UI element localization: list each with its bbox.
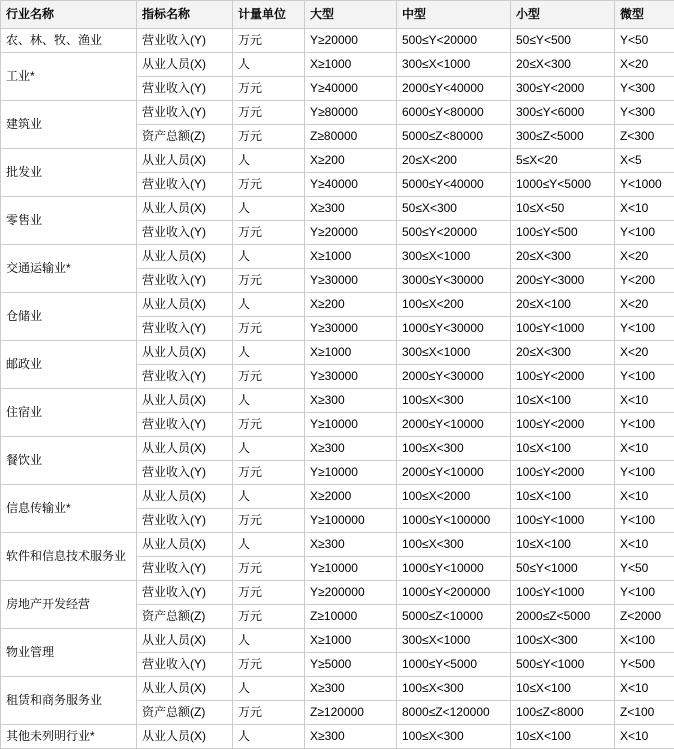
table-row (1, 149, 674, 173)
table-cell: 50≤X<300 (397, 197, 511, 221)
table-cell: 营业收入(Y) (137, 653, 233, 677)
table-row (1, 245, 674, 269)
table-cell: 人 (233, 149, 305, 173)
table-row (1, 677, 674, 701)
table-cell: Y<50 (615, 29, 674, 53)
table-cell: X<100 (615, 629, 674, 653)
table-cell: 万元 (233, 365, 305, 389)
column-header: 小型 (511, 1, 615, 29)
table-cell: 100≤X<2000 (397, 485, 511, 509)
table-cell: Y≥30000 (305, 317, 397, 341)
table-row (1, 53, 674, 77)
table-cell: 从业人员(X) (137, 725, 233, 749)
industry-name-cell: 信息传输业* (1, 485, 137, 533)
table-cell: 5000≤Y<40000 (397, 173, 511, 197)
table-cell: X<10 (615, 389, 674, 413)
table-header-row (1, 1, 674, 29)
table-cell: Y≥10000 (305, 557, 397, 581)
table-cell: Y≥40000 (305, 173, 397, 197)
table-cell: 2000≤Y<10000 (397, 461, 511, 485)
table-cell: 10≤X<50 (511, 197, 615, 221)
table-cell: 100≤X<300 (397, 533, 511, 557)
table-cell: Y<100 (615, 581, 674, 605)
table-cell: 50≤Y<1000 (511, 557, 615, 581)
table-cell: 1000≤Y<200000 (397, 581, 511, 605)
table-cell: Y≥20000 (305, 221, 397, 245)
table-cell: Y<100 (615, 317, 674, 341)
table-cell: X≥1000 (305, 341, 397, 365)
table-cell: 营业收入(Y) (137, 173, 233, 197)
table-cell: X<10 (615, 677, 674, 701)
table-cell: 100≤Z<8000 (511, 701, 615, 725)
table-cell: 1000≤Y<5000 (397, 653, 511, 677)
table-cell: 100≤X<300 (397, 677, 511, 701)
table-cell: 人 (233, 629, 305, 653)
table-cell: X≥300 (305, 725, 397, 749)
table-cell: 从业人员(X) (137, 629, 233, 653)
table-cell: 1000≤Y<5000 (511, 173, 615, 197)
industry-name-cell: 交通运输业* (1, 245, 137, 293)
table-cell: 营业收入(Y) (137, 101, 233, 125)
table-cell: 300≤X<1000 (397, 53, 511, 77)
industry-name-cell: 农、林、牧、渔业 (1, 29, 137, 53)
table-cell: Y<100 (615, 461, 674, 485)
table-row (1, 725, 674, 749)
table-cell: 营业收入(Y) (137, 557, 233, 581)
table-cell: 100≤X<200 (397, 293, 511, 317)
table-cell: Y<100 (615, 509, 674, 533)
table-cell: 从业人员(X) (137, 341, 233, 365)
table-cell: 20≤X<300 (511, 341, 615, 365)
table-cell: 8000≤Z<120000 (397, 701, 511, 725)
table-cell: 人 (233, 437, 305, 461)
table-cell: Z≥80000 (305, 125, 397, 149)
table-cell: 从业人员(X) (137, 389, 233, 413)
table-cell: 20≤X<100 (511, 293, 615, 317)
table-cell: 从业人员(X) (137, 245, 233, 269)
industry-name-cell: 租赁和商务服务业 (1, 677, 137, 725)
table-cell: 营业收入(Y) (137, 461, 233, 485)
table-header (1, 1, 674, 29)
table-cell: 300≤Z<5000 (511, 125, 615, 149)
industry-name-cell: 仓储业 (1, 293, 137, 341)
table-cell: 从业人员(X) (137, 149, 233, 173)
table-cell: Y<300 (615, 101, 674, 125)
table-cell: 人 (233, 725, 305, 749)
table-cell: 万元 (233, 317, 305, 341)
table-cell: 万元 (233, 77, 305, 101)
table-cell: 2000≤Y<40000 (397, 77, 511, 101)
table-cell: 资产总额(Z) (137, 125, 233, 149)
column-header: 中型 (397, 1, 511, 29)
table-cell: X≥200 (305, 293, 397, 317)
table-cell: Y<100 (615, 221, 674, 245)
table-cell: 10≤X<100 (511, 485, 615, 509)
table-row (1, 581, 674, 605)
table-cell: 6000≤Y<80000 (397, 101, 511, 125)
table-cell: 营业收入(Y) (137, 29, 233, 53)
table-cell: 人 (233, 53, 305, 77)
table-cell: 300≤X<1000 (397, 629, 511, 653)
table-cell: 500≤Y<20000 (397, 29, 511, 53)
industry-name-cell: 工业* (1, 53, 137, 101)
table-cell: X≥300 (305, 533, 397, 557)
table-cell: Y≥30000 (305, 365, 397, 389)
table-cell: 万元 (233, 509, 305, 533)
table-row (1, 101, 674, 125)
column-header: 大型 (305, 1, 397, 29)
table-cell: 50≤Y<500 (511, 29, 615, 53)
table-cell: X≥300 (305, 389, 397, 413)
table-cell: 资产总额(Z) (137, 605, 233, 629)
table-cell: 10≤X<100 (511, 437, 615, 461)
industry-name-cell: 餐饮业 (1, 437, 137, 485)
table-cell: 10≤X<100 (511, 533, 615, 557)
table-cell: 人 (233, 677, 305, 701)
table-cell: 营业收入(Y) (137, 365, 233, 389)
table-cell: Z≥120000 (305, 701, 397, 725)
table-cell: 营业收入(Y) (137, 77, 233, 101)
table-cell: X<20 (615, 293, 674, 317)
table-cell: 资产总额(Z) (137, 701, 233, 725)
table-cell: Y<1000 (615, 173, 674, 197)
table-cell: Y<100 (615, 365, 674, 389)
table-cell: X≥1000 (305, 53, 397, 77)
table-cell: 营业收入(Y) (137, 413, 233, 437)
table-cell: Y≥80000 (305, 101, 397, 125)
table-row (1, 293, 674, 317)
table-cell: 万元 (233, 125, 305, 149)
table-cell: 1000≤Y<10000 (397, 557, 511, 581)
table-row (1, 341, 674, 365)
table-cell: 2000≤Y<10000 (397, 413, 511, 437)
table-cell: X<20 (615, 53, 674, 77)
table-row (1, 389, 674, 413)
table-row (1, 533, 674, 557)
table-cell: 从业人员(X) (137, 197, 233, 221)
table-cell: Y≥40000 (305, 77, 397, 101)
table-cell: X≥300 (305, 677, 397, 701)
table-cell: 100≤Y<1000 (511, 317, 615, 341)
table-cell: 10≤X<100 (511, 677, 615, 701)
table-cell: 万元 (233, 221, 305, 245)
table-cell: Y<500 (615, 653, 674, 677)
table-cell: Z≥10000 (305, 605, 397, 629)
industry-name-cell: 住宿业 (1, 389, 137, 437)
table-cell: 5000≤Z<10000 (397, 605, 511, 629)
table-row (1, 485, 674, 509)
table-cell: 营业收入(Y) (137, 317, 233, 341)
table-cell: Z<100 (615, 701, 674, 725)
table-row (1, 29, 674, 53)
table-cell: Y<300 (615, 77, 674, 101)
table-cell: 100≤X<300 (397, 437, 511, 461)
column-header: 微型 (615, 1, 674, 29)
table-cell: 5000≤Z<80000 (397, 125, 511, 149)
table-cell: 万元 (233, 557, 305, 581)
table-cell: X≥300 (305, 197, 397, 221)
table-cell: 万元 (233, 581, 305, 605)
table-cell: 人 (233, 485, 305, 509)
table-cell: Y≥10000 (305, 461, 397, 485)
table-cell: 100≤Y<2000 (511, 413, 615, 437)
table-cell: 100≤X<300 (397, 725, 511, 749)
table-cell: 人 (233, 341, 305, 365)
table-cell: Y≥10000 (305, 413, 397, 437)
table-cell: Y<100 (615, 413, 674, 437)
table-body (1, 29, 674, 749)
table-cell: 20≤X<200 (397, 149, 511, 173)
table-cell: X≥200 (305, 149, 397, 173)
table-row (1, 629, 674, 653)
table-cell: X≥1000 (305, 245, 397, 269)
table-cell: 100≤Y<2000 (511, 461, 615, 485)
table-cell: 20≤X<300 (511, 245, 615, 269)
table-cell: 500≤Y<1000 (511, 653, 615, 677)
table-cell: Y<50 (615, 557, 674, 581)
table-cell: X≥1000 (305, 629, 397, 653)
table-cell: 5≤X<20 (511, 149, 615, 173)
table-cell: X<10 (615, 725, 674, 749)
table-cell: 500≤Y<20000 (397, 221, 511, 245)
table-cell: 人 (233, 245, 305, 269)
table-row (1, 437, 674, 461)
table-cell: Y≥100000 (305, 509, 397, 533)
table-cell: 人 (233, 197, 305, 221)
table-cell: X<10 (615, 485, 674, 509)
table-cell: Y≥200000 (305, 581, 397, 605)
table-cell: X≥2000 (305, 485, 397, 509)
table-cell: 人 (233, 533, 305, 557)
table-cell: 人 (233, 293, 305, 317)
table-cell: 100≤X<300 (511, 629, 615, 653)
industry-name-cell: 房地产开发经营 (1, 581, 137, 629)
table-cell: 营业收入(Y) (137, 221, 233, 245)
table-cell: 100≤Y<1000 (511, 581, 615, 605)
table-cell: X<10 (615, 533, 674, 557)
table-cell: 1000≤Y<30000 (397, 317, 511, 341)
table-cell: 200≤Y<3000 (511, 269, 615, 293)
table-cell: Z<2000 (615, 605, 674, 629)
industry-name-cell: 邮政业 (1, 341, 137, 389)
table-cell: Y<200 (615, 269, 674, 293)
industry-name-cell: 批发业 (1, 149, 137, 197)
table-cell: 万元 (233, 413, 305, 437)
table-cell: 从业人员(X) (137, 53, 233, 77)
table-cell: Y≥20000 (305, 29, 397, 53)
table-cell: 300≤X<1000 (397, 341, 511, 365)
table-cell: 2000≤Z<5000 (511, 605, 615, 629)
industry-name-cell: 其他未列明行业* (1, 725, 137, 749)
table-cell: 营业收入(Y) (137, 581, 233, 605)
table-cell: X≥300 (305, 437, 397, 461)
table-cell: 营业收入(Y) (137, 509, 233, 533)
column-header: 行业名称 (1, 1, 137, 29)
table-cell: 人 (233, 389, 305, 413)
column-header: 指标名称 (137, 1, 233, 29)
table-cell: 从业人员(X) (137, 677, 233, 701)
table-cell: 300≤Y<2000 (511, 77, 615, 101)
table-cell: 100≤Y<2000 (511, 365, 615, 389)
table-cell: Z<300 (615, 125, 674, 149)
table-cell: 20≤X<300 (511, 53, 615, 77)
table-cell: 100≤Y<1000 (511, 509, 615, 533)
table-cell: 万元 (233, 461, 305, 485)
industry-name-cell: 软件和信息技术服务业 (1, 533, 137, 581)
table-cell: 1000≤Y<100000 (397, 509, 511, 533)
table-cell: 100≤X<300 (397, 389, 511, 413)
column-header: 计量单位 (233, 1, 305, 29)
table-cell: X<20 (615, 341, 674, 365)
table-cell: 300≤Y<6000 (511, 101, 615, 125)
industry-name-cell: 零售业 (1, 197, 137, 245)
table-cell: 营业收入(Y) (137, 269, 233, 293)
table-cell: 100≤Y<500 (511, 221, 615, 245)
table-cell: 从业人员(X) (137, 437, 233, 461)
table-cell: Y≥30000 (305, 269, 397, 293)
table-cell: X<10 (615, 437, 674, 461)
table-cell: 万元 (233, 701, 305, 725)
table-cell: 10≤X<100 (511, 725, 615, 749)
table-cell: 从业人员(X) (137, 293, 233, 317)
table-cell: 300≤X<1000 (397, 245, 511, 269)
industry-name-cell: 物业管理 (1, 629, 137, 677)
table-cell: Y≥5000 (305, 653, 397, 677)
table-cell: X<20 (615, 245, 674, 269)
table-cell: 万元 (233, 101, 305, 125)
table-cell: 万元 (233, 173, 305, 197)
industry-name-cell: 建筑业 (1, 101, 137, 149)
table-cell: 从业人员(X) (137, 533, 233, 557)
table-cell: 万元 (233, 653, 305, 677)
table-cell: 万元 (233, 29, 305, 53)
table-cell: X<10 (615, 197, 674, 221)
table-cell: 3000≤Y<30000 (397, 269, 511, 293)
table-cell: 2000≤Y<30000 (397, 365, 511, 389)
table-row (1, 197, 674, 221)
table-cell: 万元 (233, 269, 305, 293)
table-cell: X<5 (615, 149, 674, 173)
table-cell: 从业人员(X) (137, 485, 233, 509)
table-cell: 10≤X<100 (511, 389, 615, 413)
table-cell: 万元 (233, 605, 305, 629)
